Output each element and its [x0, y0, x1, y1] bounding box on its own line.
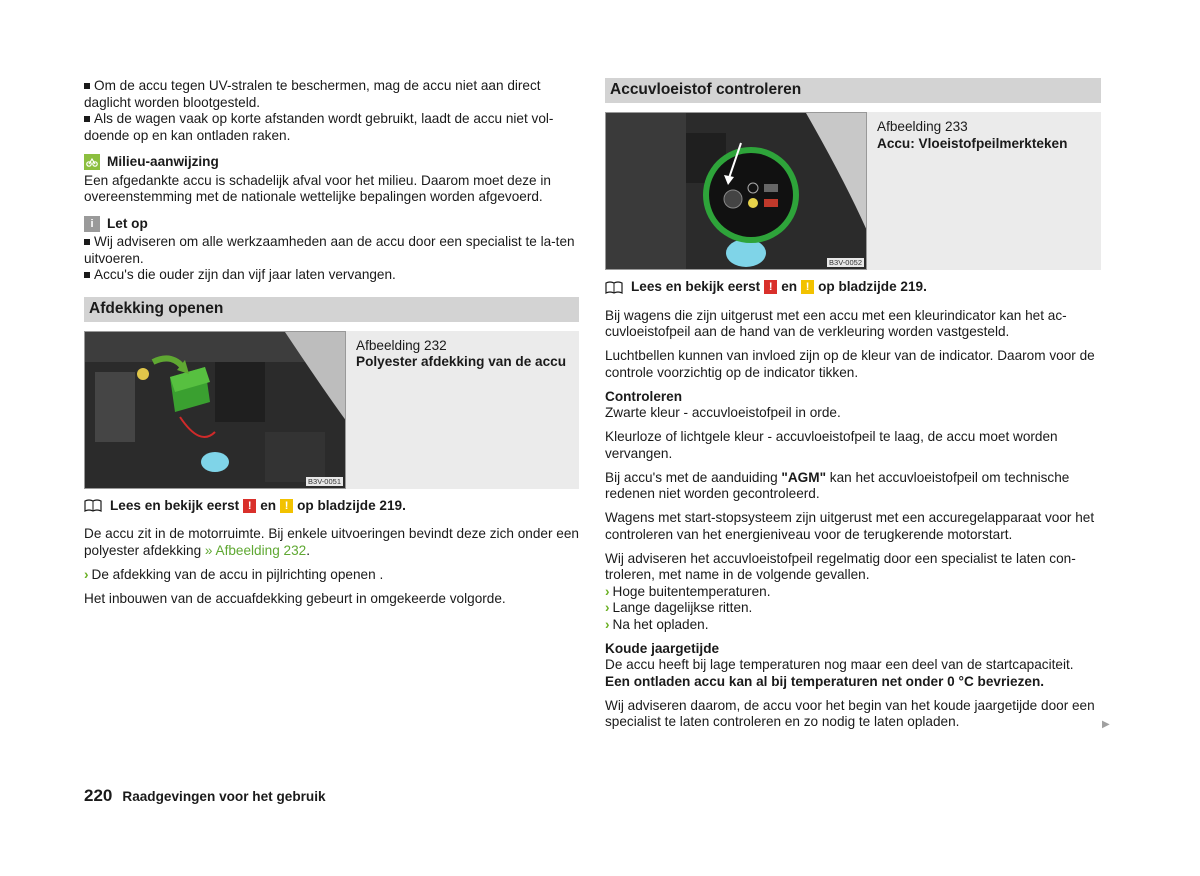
bullet-square-icon: [84, 83, 90, 89]
body-paragraph: Wij adviseren het accuvloeistofpeil regelmatig door een specialist te laten con-troleren, met name in de volgende gevallen.: [605, 550, 1076, 582]
warning-red-icon: !: [243, 499, 256, 513]
recycle-icon: [84, 154, 100, 170]
env-note-heading: Milieu-aanwijzing: [84, 154, 579, 171]
left-column: [84, 78, 579, 615]
figure-233: [605, 112, 1101, 270]
body-paragraph: Bij wagens die zijn uitgerust met een accu met een kleurindicator kan het ac-cuvloeistofpeil aan de hand van de verkleuring worden vastgesteld.: [605, 307, 1067, 339]
reference-row: Lees en bekijk eerst ! en ! op bladzijde 219.: [605, 279, 1101, 296]
body-paragraph: Het inbouwen van de accuafdekking gebeurt in omgekeerde volgorde.: [84, 590, 506, 606]
figure-link[interactable]: » Afbeelding 232: [204, 542, 307, 558]
body-paragraph-bold: Een ontladen accu kan al bij temperaturen net onder 0 °C bevriezen.: [605, 673, 1045, 689]
page-footer: [84, 788, 326, 806]
figure-number: Afbeelding 233: [877, 119, 968, 134]
info-icon: i: [84, 216, 100, 232]
footer-title: Raadgevingen voor het gebruik: [122, 789, 326, 804]
right-column: [605, 78, 1101, 738]
figure-232: [84, 331, 579, 489]
case-item: › Hoge buitentemperaturen.: [605, 583, 771, 599]
warning-yellow-icon: !: [801, 280, 814, 294]
figure-caption: [867, 112, 1101, 270]
info-note-heading: i Let op: [84, 216, 579, 233]
subheading: Controleren: [605, 388, 683, 404]
step-item: › De afdekking van de accu in pijlrichting openen .: [84, 566, 384, 582]
reference-row: Lees en bekijk eerst ! en ! op bladzijde 219.: [84, 498, 579, 515]
figure-tag: B3V-0051: [308, 476, 341, 486]
fluid-indicator-photo: [605, 112, 867, 270]
figure-title: Accu: Vloeistofpeilmerkteken: [877, 135, 1068, 151]
body-paragraph: Bij accu's met de aanduiding "AGM" kan het accuvloeistofpeil om technische redenen niet worden gecontroleerd.: [605, 469, 1070, 501]
bullet-square-icon: [84, 239, 90, 245]
book-icon: [605, 281, 623, 294]
page-number: 220: [84, 786, 113, 805]
section-title: Afdekking openen: [84, 297, 579, 322]
battery-cover-photo: [84, 331, 346, 489]
body-paragraph: Zwarte kleur - accuvloeistofpeil in orde.: [605, 405, 841, 420]
bullet-item: Als de wagen vaak op korte afstanden wordt gebruikt, laadt de accu niet vol-doende op en kan ontladen raken.: [84, 111, 554, 143]
warning-yellow-icon: !: [280, 499, 293, 513]
body-paragraph: Wij adviseren daarom, de accu voor het begin van het koude jaargetijde door een specialist te laten controleren en zo nodig te laten opladen.: [605, 697, 1095, 729]
step-arrow-icon: ›: [605, 583, 610, 599]
warning-red-icon: !: [764, 280, 777, 294]
case-item: › Na het opladen.: [605, 616, 709, 632]
step-arrow-icon: ›: [605, 600, 610, 615]
subheading: Koude jaargetijde: [605, 640, 720, 656]
bullet-item: Om de accu tegen UV-stralen te beschermen, mag de accu niet aan direct daglicht worden blootgesteld.: [84, 78, 541, 110]
continue-triangle-icon: ▶: [1102, 719, 1110, 730]
step-arrow-icon: ›: [84, 566, 89, 582]
body-paragraph: De accu heeft bij lage temperaturen nog maar een deel van de startcapaciteit.: [605, 657, 1074, 672]
body-paragraph: De accu zit in de motorruimte. Bij enkele uitvoeringen bevindt deze zich onder een polyester afdekking » Afbeelding 232.: [84, 526, 579, 558]
section-title: Accuvloeistof controleren: [605, 78, 1101, 103]
book-icon: [84, 499, 102, 512]
figure-number: Afbeelding 232: [356, 337, 447, 353]
figure-tag: B3V-0052: [829, 258, 862, 267]
figure-title: Polyester afdekking van de accu: [356, 354, 567, 369]
bullet-square-icon: [84, 272, 90, 278]
bullet-item: Wij adviseren om alle werkzaamheden aan de accu door een specialist te la-ten uitvoeren.: [84, 234, 575, 266]
env-note-text: Een afgedankte accu is schadelijk afval voor het milieu. Daarom moet deze in overeenstemming met de nationale wettelijke bepalingen worden afgevoerd.: [84, 172, 551, 204]
bullet-item: Accu's die ouder zijn dan vijf jaar laten vervangen.: [84, 267, 579, 284]
figure-caption: [346, 331, 579, 489]
case-item: › Lange dagelijkse ritten.: [605, 600, 753, 615]
step-arrow-icon: ›: [605, 616, 610, 632]
bullet-square-icon: [84, 116, 90, 122]
body-paragraph: Luchtbellen kunnen van invloed zijn op de kleur van de indicator. Daarom voor de controle voorzichtig op de indicator tikken.: [605, 348, 1095, 380]
body-paragraph: Wagens met start-stopsysteem zijn uitgerust met een accuregelapparaat voor het controleren van het energieniveau voor de terugkerende motorstart.: [605, 510, 1095, 542]
body-paragraph: Kleurloze of lichtgele kleur - accuvloeistofpeil te laag, de accu moet worden vervangen.: [605, 429, 1058, 461]
